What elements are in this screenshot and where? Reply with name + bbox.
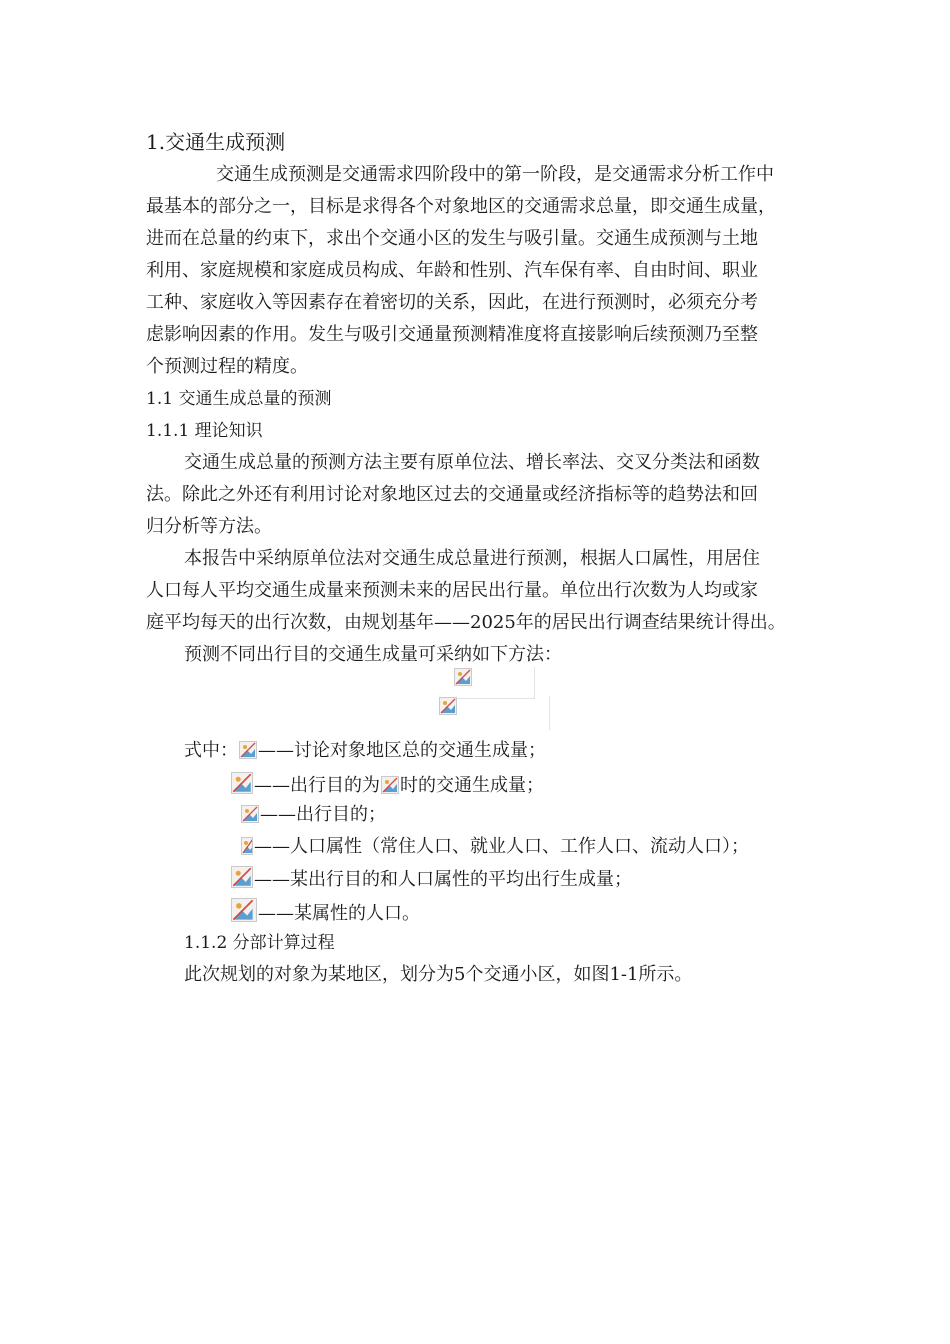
paragraph-line: 本报告中采纳原单位法对交通生成总量进行预测，根据人口属性，用居住	[184, 548, 760, 569]
definition-text: ——某属性的人口。	[258, 903, 420, 924]
broken-image-icon	[454, 668, 472, 686]
broken-image-icon	[439, 697, 457, 715]
intro-line: 最基本的部分之一，目标是求得各个对象地区的交通需求总量，即交通生成量，	[146, 196, 776, 217]
broken-image-icon	[241, 805, 259, 823]
definition-text: ——出行目的为	[254, 775, 380, 796]
intro-line: 个预测过程的精度。	[146, 356, 308, 377]
subsection-title: 1.1.2 分部计算过程	[184, 933, 335, 953]
definition-text: ——出行目的；	[260, 804, 386, 825]
broken-image-icon	[231, 866, 253, 888]
broken-image-icon	[381, 776, 399, 794]
paragraph-line: 交通生成总量的预测方法主要有原单位法、增长率法、交叉分类法和函数	[184, 452, 760, 473]
intro-line: 工种、家庭收入等因素存在着密切的关系，因此，在进行预测时，必须充分考	[146, 292, 758, 313]
broken-image-icon	[239, 741, 257, 759]
paragraph-line: 此次规划的对象为某地区，划分为5个交通小区，如图1-1所示。	[184, 964, 693, 985]
definition-text: ——人口属性（常住人口、就业人口、工作人口、流动人口）；	[254, 836, 749, 857]
paragraph-line: 法。除此之外还有利用讨论对象地区过去的交通量或经济指标等的趋势法和回	[146, 484, 758, 505]
definition-line	[240, 836, 749, 858]
subsection-title: 1.1.1 理论知识	[146, 421, 263, 441]
broken-image-icon	[241, 837, 253, 855]
definition-text: ——讨论对象地区总的交通生成量；	[258, 740, 546, 761]
section-title: 1.交通生成预测	[146, 130, 286, 154]
definition-text: 时的交通生成量；	[400, 775, 544, 796]
where-label: 式中：	[184, 740, 238, 761]
subsection-title: 1.1 交通生成总量的预测	[146, 389, 332, 409]
intro-line: 进而在总量的约束下，求出个交通小区的发生与吸引量。交通生成预测与土地	[146, 228, 758, 249]
definition-line	[184, 740, 546, 762]
paragraph-line: 归分析等方法。	[146, 516, 272, 537]
intro-line: 虑影响因素的作用。发生与吸引交通量预测精准度将直接影响后续预测乃至整	[146, 324, 758, 345]
paragraph-line: 人口每人平均交通生成量来预测未来的居民出行量。单位出行次数为人均或家	[146, 580, 758, 601]
definition-line	[230, 772, 544, 797]
paragraph-line: 预测不同出行目的交通生成量可采纳如下方法：	[184, 644, 562, 665]
definition-line	[230, 866, 632, 891]
paragraph-line: 庭平均每天的出行次数，由规划基年——2025年的居民出行调查结果统计得出。	[146, 612, 786, 633]
definition-text: ——某出行目的和人口属性的平均出行生成量；	[254, 869, 632, 890]
definition-line	[240, 804, 386, 826]
broken-image-icon	[231, 898, 257, 922]
broken-image-icon	[231, 772, 253, 794]
definition-line	[230, 898, 420, 925]
intro-line: 交通生成预测是交通需求四阶段中的第一阶段，是交通需求分析工作中	[216, 164, 774, 185]
intro-line: 利用、家庭规模和家庭成员构成、年龄和性别、汽车保有率、自由时间、职业	[146, 260, 758, 281]
